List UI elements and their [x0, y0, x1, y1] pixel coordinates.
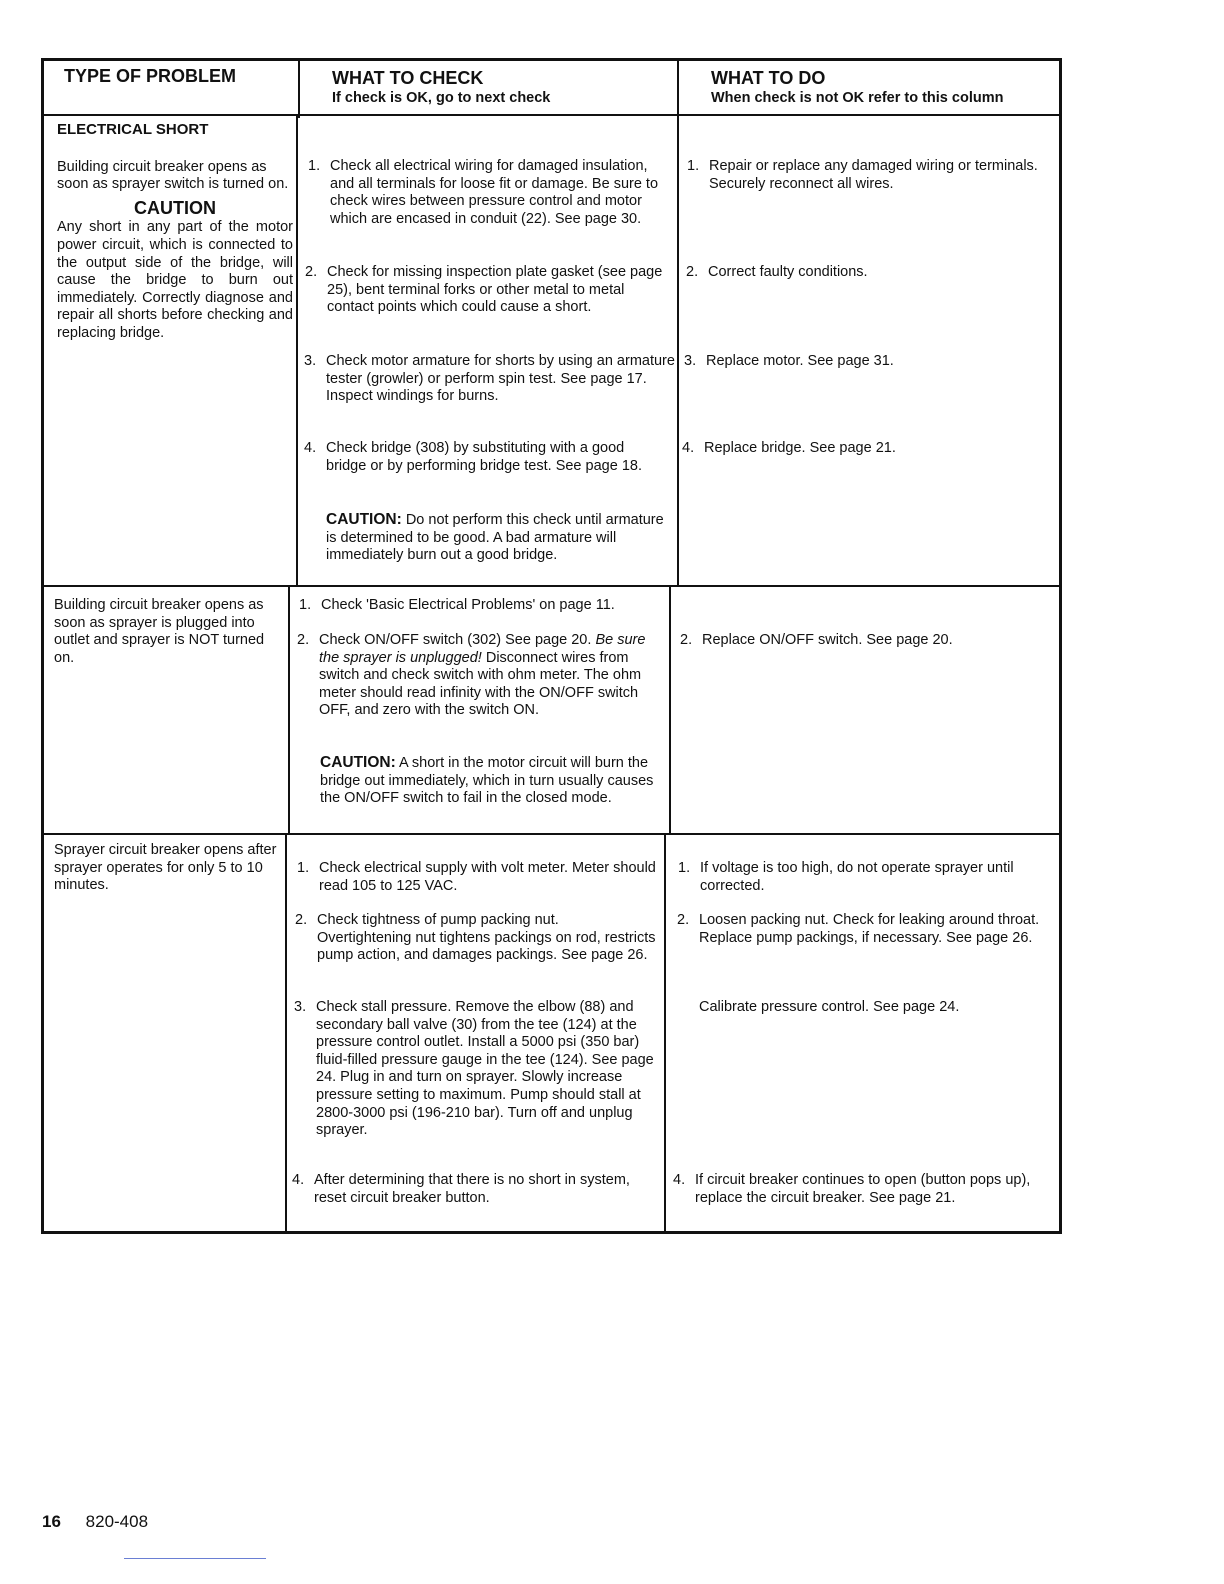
column-divider [669, 586, 671, 834]
action-number: 3. [684, 353, 697, 369]
section1-title: ELECTRICAL SHORT [57, 121, 209, 138]
section1-action-2 [686, 264, 1058, 282]
check-number: 4. [304, 440, 317, 456]
check-number: 3. [304, 353, 317, 369]
page-footer [42, 1512, 148, 1532]
section1-caution-text: Any short in any part of the motor power circuit, which is connected to the output side of the bridge, will cause the bridge to burn out immediately. Correctly diagnose and repair all shorts before checking and replacing bridge. [57, 219, 293, 341]
check-text: Check motor armature for shorts by using an armature tester (growler) or perform spin test. See page 17. Inspect windings for burns. [326, 353, 675, 405]
column-divider [285, 834, 287, 1234]
row-divider [41, 585, 1062, 587]
section2-caution [320, 754, 668, 808]
action-number: 2. [680, 632, 693, 648]
section1-check-4 [304, 440, 656, 475]
check-text: Check tightness of pump packing nut. Overtightening nut tightens packings on rod, restricts pump action, and damages packings. See page 26. [317, 912, 656, 964]
section1-action-3 [684, 353, 1056, 371]
section2-action-2 [680, 632, 1052, 650]
action-text: Replace motor. See page 31. [706, 353, 894, 369]
header-col2-title: WHAT TO CHECK [332, 68, 484, 88]
check-text: Check stall pressure. Remove the elbow (88) and secondary ball valve (30) from the tee (124) at the pressure control outlet. Install a 5000 psi (350 bar) fluid-filled pressure gauge in the tee (124). See page 24. Plug in and turn on sprayer. Slowly increase pressure setting to maximum. Pump should stall at 2800-3000 psi (196-210 bar). Turn off and unplug sprayer. [316, 999, 654, 1139]
header-what-to-do [711, 68, 1059, 106]
check-number: 1. [308, 158, 321, 174]
section1-check-3 [304, 353, 676, 406]
section3-action-1 [678, 860, 1050, 895]
action-number: 2. [686, 264, 699, 280]
check-number: 2. [297, 632, 310, 648]
header-col1: TYPE OF PROBLEM [64, 66, 237, 86]
section3-check-1 [297, 860, 659, 895]
action-text: If circuit breaker continues to open (button pops up), replace the circuit breaker. See page 21. [695, 1172, 1031, 1206]
action-number: 4. [673, 1172, 686, 1188]
header-type-of-problem [64, 66, 236, 87]
check-number: 2. [305, 264, 318, 280]
section1-caution-heading: CAUTION [134, 197, 216, 218]
check-text: Check bridge (308) by substituting with a good bridge or by performing bridge test. See page 18. [326, 440, 642, 474]
decorative-line [124, 1558, 266, 1559]
action-number: 4. [682, 440, 695, 456]
action-text: Replace bridge. See page 21. [704, 440, 896, 456]
section2-check-1 [299, 597, 671, 615]
header-col3-subtitle: When check is not OK refer to this column [711, 90, 1004, 106]
action-text: Loosen packing nut. Check for leaking around throat. Replace pump packings, if necessary. See page 26. [699, 912, 1040, 946]
check-number: 2. [295, 912, 308, 928]
check-number: 3. [294, 999, 307, 1015]
check-text: Check electrical supply with volt meter. Meter should read 105 to 125 VAC. [319, 860, 656, 894]
section3-check-4 [292, 1172, 654, 1207]
section1-problem-cell [57, 121, 293, 343]
section2-problem-cell [54, 597, 288, 667]
action-text: Calibrate pressure control. See page 24. [699, 999, 960, 1015]
column-divider [664, 834, 666, 1234]
check-text: Check all electrical wiring for damaged insulation, and all terminals for loose fit or damage. Be sure to check wires between pressure control and motor which are encased in conduit (22). See page 30. [330, 158, 659, 227]
check-text-lead: Check ON/OFF switch (302) See page 20. [319, 632, 592, 648]
section2-problem: Building circuit breaker opens as soon as sprayer is plugged into outlet and sprayer is NOT turned on. [54, 597, 265, 666]
action-number: 1. [687, 158, 700, 174]
section3-check-2 [295, 912, 657, 965]
column-divider [296, 116, 298, 586]
section1-check-2 [305, 264, 667, 317]
check-text: Check 'Basic Electrical Problems' on page 11. [321, 597, 615, 613]
check-number: 4. [292, 1172, 305, 1188]
action-text: Replace ON/OFF switch. See page 20. [702, 632, 953, 648]
action-number: 2. [677, 912, 690, 928]
check-number: 1. [299, 597, 312, 613]
section1-check-caution [326, 511, 668, 565]
section3-action-4 [673, 1172, 1045, 1207]
column-divider [298, 58, 300, 118]
action-number: 1. [678, 860, 691, 876]
check-text-warning: Be sure the sprayer is unplugged! [319, 632, 646, 666]
header-col2-subtitle: If check is OK, go to next check [332, 90, 551, 106]
section1-action-4 [682, 440, 1054, 458]
check-number: 1. [297, 860, 310, 876]
page-number: 16 [42, 1512, 61, 1531]
section1-action-1 [687, 158, 1059, 193]
section3-action-2 [677, 912, 1049, 947]
section1-problem: Building circuit breaker opens as soon as sprayer switch is turned on. [57, 158, 289, 193]
caution-text: Do not perform this check until armature is determined to be good. A bad armature will immediately burn out a good bridge. [326, 512, 664, 564]
check-text: Check for missing inspection plate gasket (see page 25), bent terminal forks or other metal to metal contact points which could cause a short. [327, 264, 663, 316]
document-number: 820-408 [85, 1512, 149, 1531]
column-divider [677, 58, 679, 586]
check-text: After determining that there is no short in system, reset circuit breaker button. [314, 1172, 630, 1206]
caution-label: CAUTION: [320, 754, 396, 771]
header-col3-title: WHAT TO DO [711, 68, 826, 88]
header-divider [41, 114, 1062, 116]
section3-check-3 [294, 999, 656, 1140]
check-text-rest: Disconnect wires from switch and check switch with ohm meter. The ohm meter should read infinity with the ON/OFF switch OFF, and zero with the switch ON. [319, 649, 642, 719]
section3-action-3 [677, 999, 1049, 1017]
header-what-to-check [332, 68, 550, 106]
row-divider [41, 833, 1062, 835]
action-text: Correct faulty conditions. [708, 264, 868, 280]
section1-check-1 [308, 158, 670, 228]
action-text: If voltage is too high, do not operate sprayer until corrected. [700, 860, 1014, 894]
section3-problem: Sprayer circuit breaker opens after sprayer operates for only 5 to 10 minutes. [54, 842, 277, 894]
caution-label: CAUTION: [326, 511, 402, 528]
column-divider [288, 586, 290, 834]
section2-check-2 [297, 632, 669, 720]
caution-text: A short in the motor circuit will burn the bridge out immediately, which in turn usually causes the ON/OFF switch to fail in the closed mode. [320, 755, 654, 807]
section3-problem-cell [54, 842, 284, 895]
action-text: Repair or replace any damaged wiring or terminals. Securely reconnect all wires. [709, 158, 1038, 192]
